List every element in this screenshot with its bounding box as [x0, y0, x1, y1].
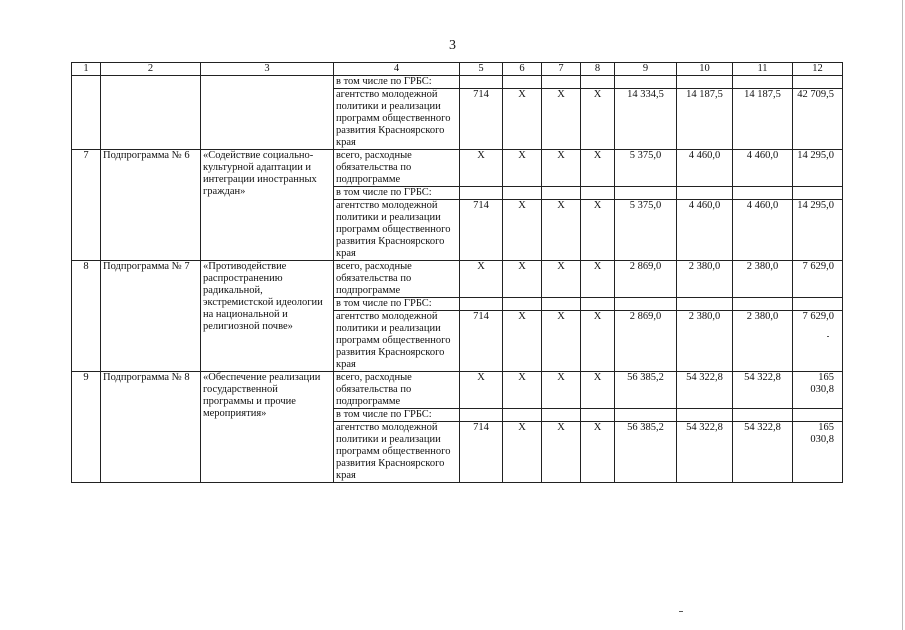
grbs-label: в том числе по ГРБС:	[334, 409, 460, 422]
column-header: 10	[677, 63, 733, 76]
scan-edge-line	[902, 0, 903, 630]
value-cell: 4 460,0	[677, 150, 733, 187]
value-cell: 2 380,0	[733, 311, 793, 372]
value-cell: 4 460,0	[733, 200, 793, 261]
column-header: 1	[72, 63, 101, 76]
agency-label: агентство молодежной политики и реализации программ общественного развития Красноярского края	[334, 311, 460, 372]
column-header: 3	[201, 63, 334, 76]
x-mark: Х	[581, 372, 615, 409]
total-label: всего, расходные обязательства по подпрограмме	[334, 372, 460, 409]
row-number: 8	[72, 261, 101, 372]
total-value-cell: 7 629,0	[793, 261, 843, 298]
value-cell: 56 385,2	[615, 422, 677, 483]
x-mark: Х	[581, 150, 615, 187]
value-cell: 54 322,8	[733, 422, 793, 483]
subprogram-name: Подпрограмма № 6	[101, 150, 201, 261]
x-mark: Х	[581, 200, 615, 261]
value-cell: 56 385,2	[615, 372, 677, 409]
x-mark: Х	[542, 150, 581, 187]
row-number: 7	[72, 150, 101, 261]
x-mark: Х	[503, 200, 542, 261]
value-cell: 2 380,0	[677, 261, 733, 298]
x-mark: Х	[542, 89, 581, 150]
subprogram-title: «Содействие социально-культурной адаптации и интеграции иностранных граждан»	[201, 150, 334, 261]
column-header-row	[72, 63, 843, 76]
value-cell: 2 869,0	[615, 261, 677, 298]
value-cell: 2 869,0	[615, 311, 677, 372]
column-header: 4	[334, 63, 460, 76]
column-header: 11	[733, 63, 793, 76]
x-mark: Х	[503, 89, 542, 150]
x-mark: Х	[581, 89, 615, 150]
x-mark: Х	[581, 422, 615, 483]
agency-label: агентство молодежной политики и реализации программ общественного развития Красноярского края	[334, 200, 460, 261]
x-mark: Х	[460, 372, 503, 409]
column-header: 5	[460, 63, 503, 76]
x-mark: Х	[542, 200, 581, 261]
x-mark: Х	[460, 150, 503, 187]
grbs-label: в том числе по ГРБС:	[334, 76, 460, 89]
value-cell: 5 375,0	[615, 200, 677, 261]
column-header: 7	[542, 63, 581, 76]
value-cell: 14 334,5	[615, 89, 677, 150]
grbs-label: в том числе по ГРБС:	[334, 187, 460, 200]
table-row	[72, 372, 843, 409]
value-cell: 4 460,0	[677, 200, 733, 261]
column-header: 12	[793, 63, 843, 76]
column-header: 2	[101, 63, 201, 76]
value-cell: 54 322,8	[677, 372, 733, 409]
table-row	[72, 76, 843, 89]
grbs-code: 714	[460, 200, 503, 261]
column-header: 9	[615, 63, 677, 76]
x-mark: Х	[460, 261, 503, 298]
value-cell: 54 322,8	[733, 372, 793, 409]
value-cell: 14 187,5	[733, 89, 793, 150]
x-mark: Х	[542, 422, 581, 483]
subprogram-name: Подпрограмма № 7	[101, 261, 201, 372]
x-mark: Х	[503, 422, 542, 483]
total-value-cell: 14 295,0	[793, 200, 843, 261]
subprogram-title: «Обеспечение реализации государственной программы и прочие мероприятия»	[201, 372, 334, 483]
value-cell: 2 380,0	[733, 261, 793, 298]
total-value-cell: 165 030,8	[793, 372, 843, 409]
agency-label: агентство молодежной политики и реализации программ общественного развития Красноярского края	[334, 422, 460, 483]
x-mark: Х	[581, 311, 615, 372]
subprogram-title-cell	[201, 76, 334, 150]
x-mark: Х	[503, 261, 542, 298]
row-number: 9	[72, 372, 101, 483]
scan-speck	[827, 336, 829, 337]
x-mark: Х	[542, 372, 581, 409]
value-cell: 5 375,0	[615, 150, 677, 187]
value-cell: 14 187,5	[677, 89, 733, 150]
page-number: 3	[449, 38, 456, 53]
grbs-label: в том числе по ГРБС:	[334, 298, 460, 311]
row-number-cell	[72, 76, 101, 150]
subprogram-title: «Противодействие распространению радикальной, экстремистской идеологии на национальной и религиозной почве»	[201, 261, 334, 372]
subprogram-name-cell	[101, 76, 201, 150]
table-row	[72, 150, 843, 187]
x-mark: Х	[542, 261, 581, 298]
total-value-cell: 7 629,0	[793, 311, 843, 372]
grbs-code: 714	[460, 311, 503, 372]
column-header: 6	[503, 63, 542, 76]
x-mark: Х	[581, 261, 615, 298]
x-mark: Х	[503, 150, 542, 187]
subprogram-name: Подпрограмма № 8	[101, 372, 201, 483]
x-mark: Х	[503, 372, 542, 409]
agency-label: агентство молодежной политики и реализации программ общественного развития Красноярского края	[334, 89, 460, 150]
column-header: 8	[581, 63, 615, 76]
scan-speck	[679, 611, 683, 612]
table-row	[72, 261, 843, 298]
value-cell: 54 322,8	[677, 422, 733, 483]
grbs-code: 714	[460, 422, 503, 483]
total-label: всего, расходные обязательства по подпрограмме	[334, 150, 460, 187]
total-label: всего, расходные обязательства по подпрограмме	[334, 261, 460, 298]
x-mark: Х	[503, 311, 542, 372]
total-value-cell: 165 030,8	[793, 422, 843, 483]
x-mark: Х	[542, 311, 581, 372]
budget-table	[71, 62, 843, 483]
value-cell: 2 380,0	[677, 311, 733, 372]
total-value-cell: 14 295,0	[793, 150, 843, 187]
grbs-code: 714	[460, 89, 503, 150]
total-value-cell: 42 709,5	[793, 89, 843, 150]
value-cell: 4 460,0	[733, 150, 793, 187]
